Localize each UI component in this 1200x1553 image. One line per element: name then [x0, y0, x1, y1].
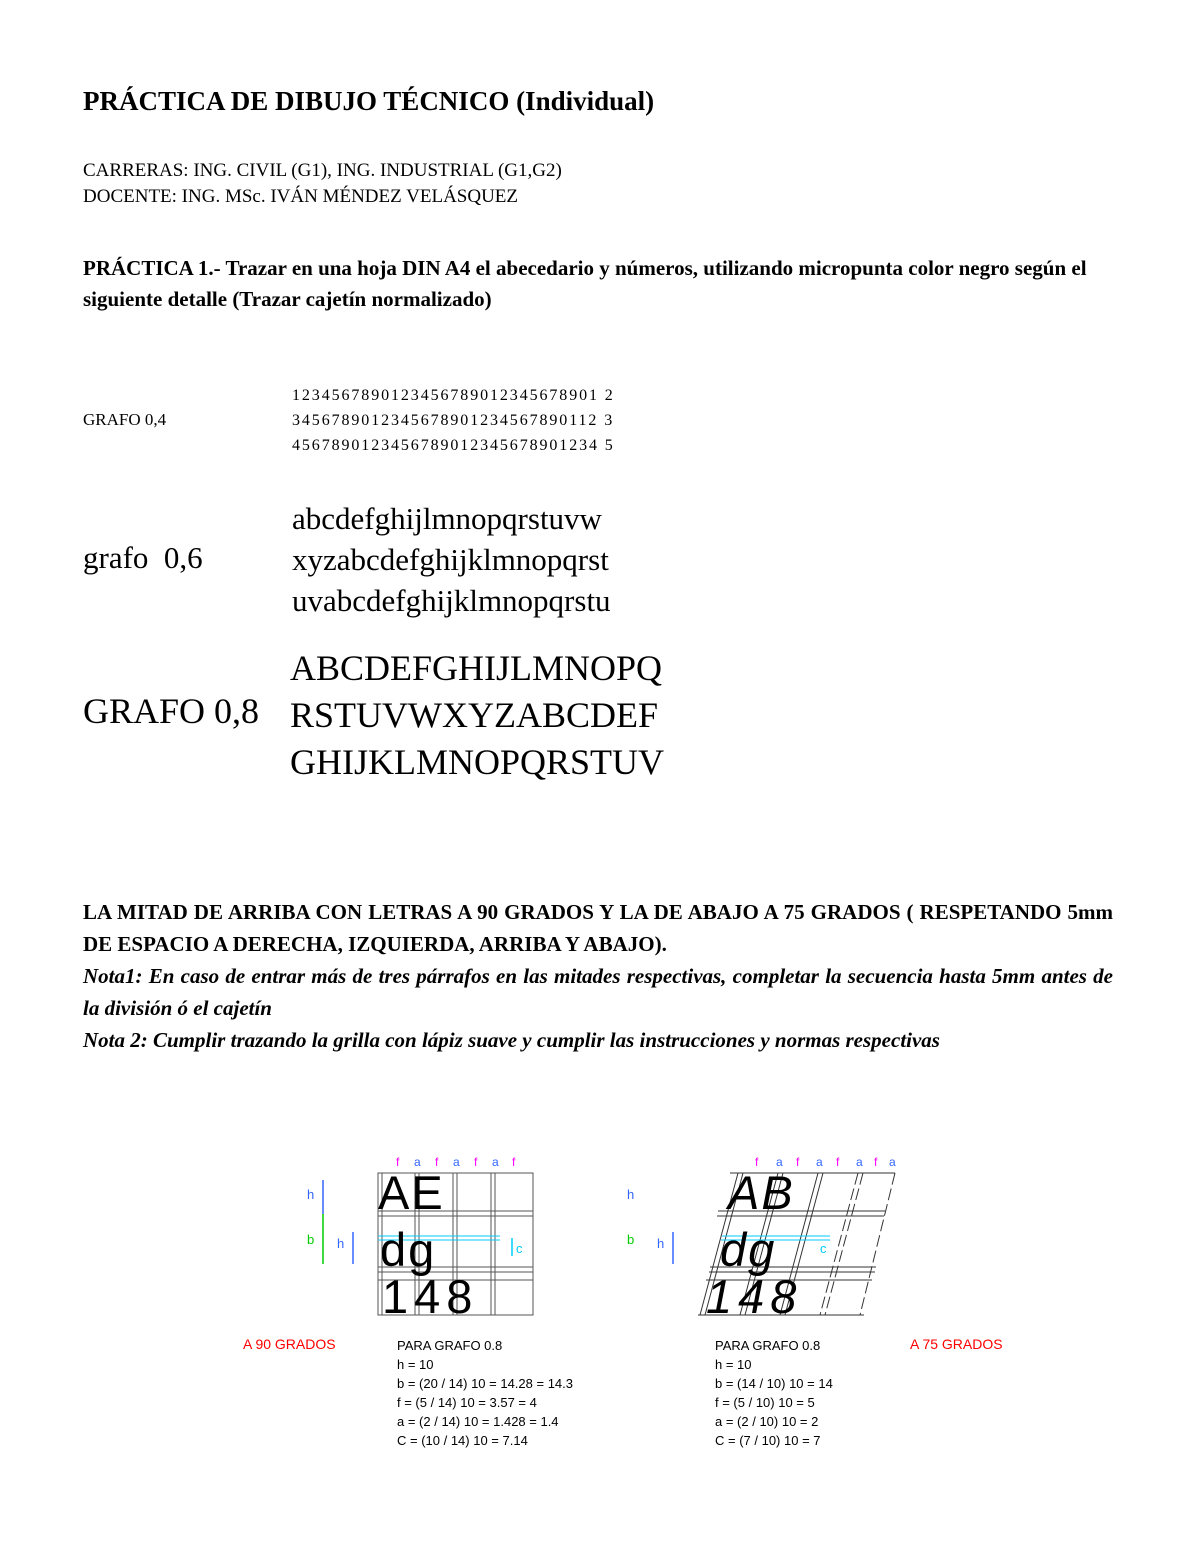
- nota-2: Nota 2: Cumplir trazando la grilla con lápiz suave y cumplir las instrucciones y normas respectivas: [83, 1028, 940, 1052]
- nota-1: Nota1: En caso de entrar más de tres párrafos en las mitades respectivas, completar la secuencia hasta 5mm antes de la división ó el cajetín: [83, 964, 1113, 1020]
- top-letter: f: [474, 1155, 478, 1169]
- grid-row: dg: [720, 1223, 777, 1276]
- grid-row: 148: [382, 1270, 479, 1320]
- label-b: b: [627, 1232, 635, 1247]
- grid-row: dg: [380, 1223, 437, 1276]
- grafo-06-line: abcdefghijlmnopqrstuvw: [292, 501, 602, 536]
- grid-row: AB: [728, 1166, 795, 1219]
- calc-line: C = (7 / 10) 10 = 7: [715, 1433, 821, 1448]
- grafo-06-line: xyzabcdefghijklmnopqrst: [292, 542, 609, 577]
- top-letter: f: [874, 1155, 878, 1169]
- grafo-08-label: GRAFO 0,8: [83, 691, 260, 731]
- grid-row: AE: [378, 1166, 445, 1219]
- top-letter: f: [396, 1155, 400, 1169]
- calc-line: b = (14 / 10) 10 = 14: [715, 1376, 833, 1391]
- grafo-06-line: uvabcdefghijklmnopqrstu: [292, 583, 611, 618]
- instructions-text: LA MITAD DE ARRIBA CON LETRAS A 90 GRADOS Y LA DE ABAJO A 75 GRADOS ( RESPETANDO 5mm DE ESPACIO A DERECHA, IZQUIERDA, ARRIBA Y ABAJO).: [83, 900, 1113, 956]
- practice-statement: PRÁCTICA 1.- Trazar en una hoja DIN A4 el abecedario y números, utilizando micropunta color negro según el siguiente detalle (Trazar cajetín normalizado): [83, 256, 1087, 311]
- label-h: h: [657, 1236, 665, 1251]
- calc-line: a = (2 / 10) 10 = 2: [715, 1414, 819, 1429]
- grafo-08-line: GHIJKLMNOPQRSTUV: [290, 742, 665, 782]
- calc-line: a = (2 / 14) 10 = 1.428 = 1.4: [397, 1414, 559, 1429]
- calc-line: C = (10 / 14) 10 = 7.14: [397, 1433, 528, 1448]
- instructions-block: [83, 896, 1113, 1056]
- grafo-04-line: 1234567890123456789012345678901 2: [292, 387, 615, 404]
- top-letter: a: [453, 1155, 460, 1169]
- top-letter: f: [512, 1155, 516, 1169]
- calc-line: PARA GRAFO 0.8: [715, 1338, 821, 1353]
- calc-line: b = (20 / 14) 10 = 14.28 = 14.3: [397, 1376, 573, 1391]
- grafo-08-line: ABCDEFGHIJLMNOPQ: [290, 648, 663, 688]
- top-letter: a: [414, 1155, 421, 1169]
- label-c: c: [820, 1241, 827, 1256]
- top-letter: a: [816, 1155, 823, 1169]
- top-letter: a: [492, 1155, 499, 1169]
- calc-block-75: [715, 1336, 833, 1450]
- calc-line: f = (5 / 14) 10 = 3.57 = 4: [397, 1395, 537, 1410]
- label-h: h: [307, 1187, 315, 1202]
- label-h: h: [627, 1187, 635, 1202]
- teacher-line: DOCENTE: ING. MSc. IVÁN MÉNDEZ VELÁSQUEZ: [83, 186, 519, 207]
- grid-90-figure: [290, 1150, 560, 1320]
- label-b: b: [307, 1232, 315, 1247]
- label-c: c: [516, 1241, 523, 1256]
- calc-line: h = 10: [397, 1357, 434, 1372]
- calc-line: f = (5 / 10) 10 = 5: [715, 1395, 815, 1410]
- calc-line: h = 10: [715, 1357, 752, 1372]
- angle-label-75: A 75 GRADOS: [910, 1336, 1003, 1352]
- grafo-04-line: 4567890123456789012345678901234 5: [292, 437, 615, 454]
- top-letter: f: [755, 1155, 759, 1169]
- grafo-04-label: GRAFO 0,4: [83, 410, 167, 429]
- label-h: h: [337, 1236, 345, 1251]
- calc-line: PARA GRAFO 0.8: [397, 1338, 503, 1353]
- grafo-08-line: RSTUVWXYZABCDEF: [290, 695, 659, 735]
- top-letter: a: [856, 1155, 863, 1169]
- careers-line: CARRERAS: ING. CIVIL (G1), ING. INDUSTRIAL (G1,G2): [83, 160, 562, 181]
- grafo-04-line: 3456789012345678901234567890112 3: [292, 412, 615, 429]
- grid-row: 148: [706, 1270, 803, 1320]
- top-letter: a: [776, 1155, 783, 1169]
- angle-label-90: A 90 GRADOS: [243, 1336, 336, 1352]
- calc-block-90: [397, 1336, 573, 1450]
- grid-75-figure: [610, 1150, 910, 1320]
- top-letter: f: [836, 1155, 840, 1169]
- top-letter: f: [435, 1155, 439, 1169]
- top-letter: a: [889, 1155, 896, 1169]
- grafo-06-label: grafo 0,6: [83, 540, 203, 575]
- document-title: PRÁCTICA DE DIBUJO TÉCNICO (Individual): [83, 86, 655, 116]
- top-letter: f: [796, 1155, 800, 1169]
